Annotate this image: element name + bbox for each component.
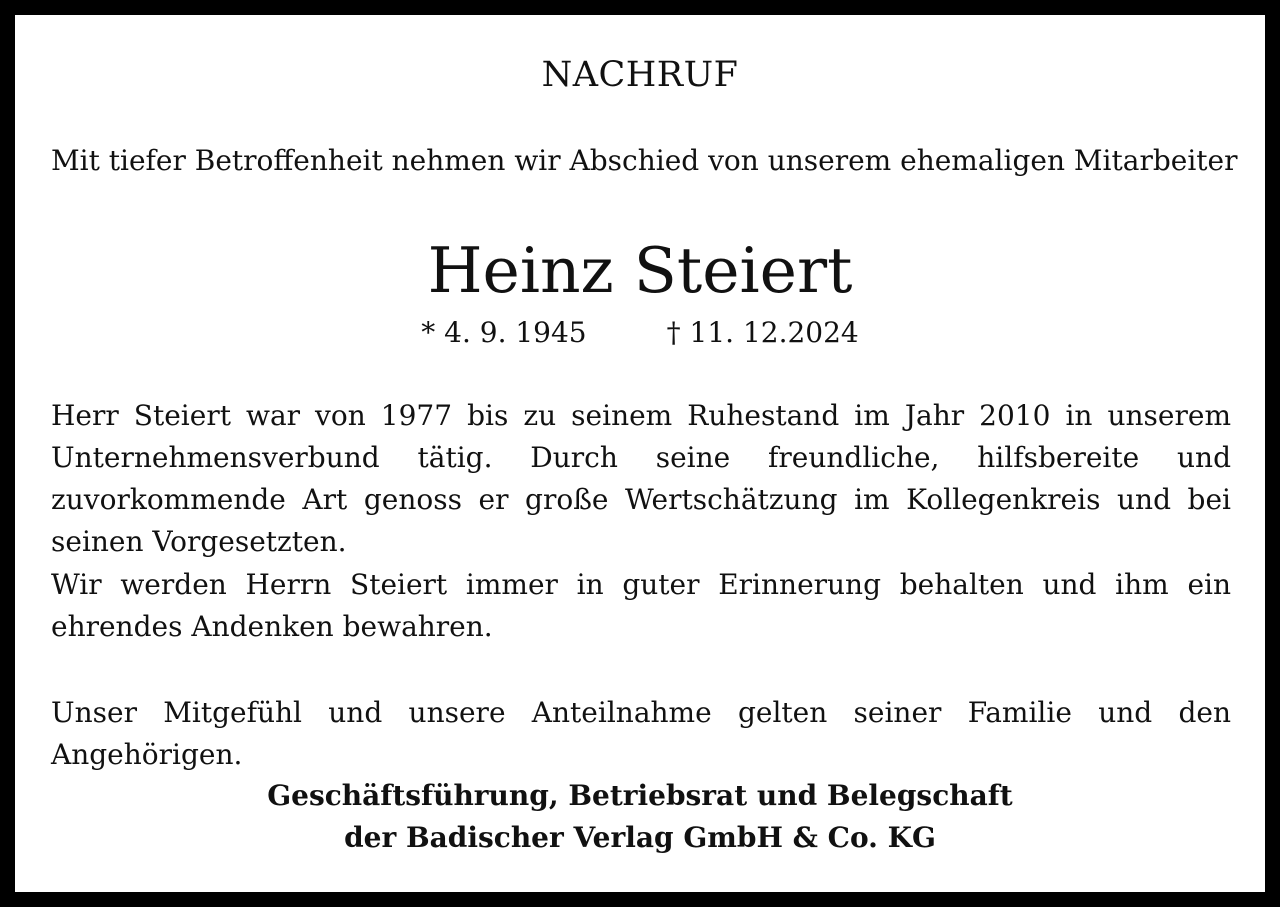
- life-dates: [15, 315, 1265, 351]
- signature-block: [15, 775, 1265, 859]
- paragraph-condolence: Unser Mitgefühl und unsere Anteilnahme gelten seiner Familie und den Angehörigen.: [51, 696, 1231, 771]
- death-date: † 11. 12.2024: [666, 316, 859, 349]
- birth-date: * 4. 9. 1945: [421, 316, 587, 349]
- obituary-notice: [15, 15, 1265, 892]
- signature-line-2: der Badischer Verlag GmbH & Co. KG: [344, 821, 936, 854]
- intro-line: Mit tiefer Betroffenheit nehmen wir Abschied von unserem ehemaligen Mitarbeiter: [51, 144, 1238, 177]
- deceased-name: Heinz Steiert: [427, 234, 853, 307]
- notice-title: NACHRUF: [541, 55, 739, 95]
- paragraph-remembrance: Wir werden Herrn Steiert immer in guter Erinnerung behalten und ihm ein ehrendes Andenken bewahren.: [51, 568, 1231, 643]
- paragraph-career: Herr Steiert war von 1977 bis zu seinem Ruhestand im Jahr 2010 in unserem Unternehmensverbund tätig. Durch seine freundliche, hilfsbereite und zuvorkommende Art genoss er große Wertschätzung im Kollegenkreis und bei seinen Vorgesetzten.: [51, 399, 1231, 558]
- signature-line-1: Geschäftsführung, Betriebsrat und Belegschaft: [267, 779, 1013, 812]
